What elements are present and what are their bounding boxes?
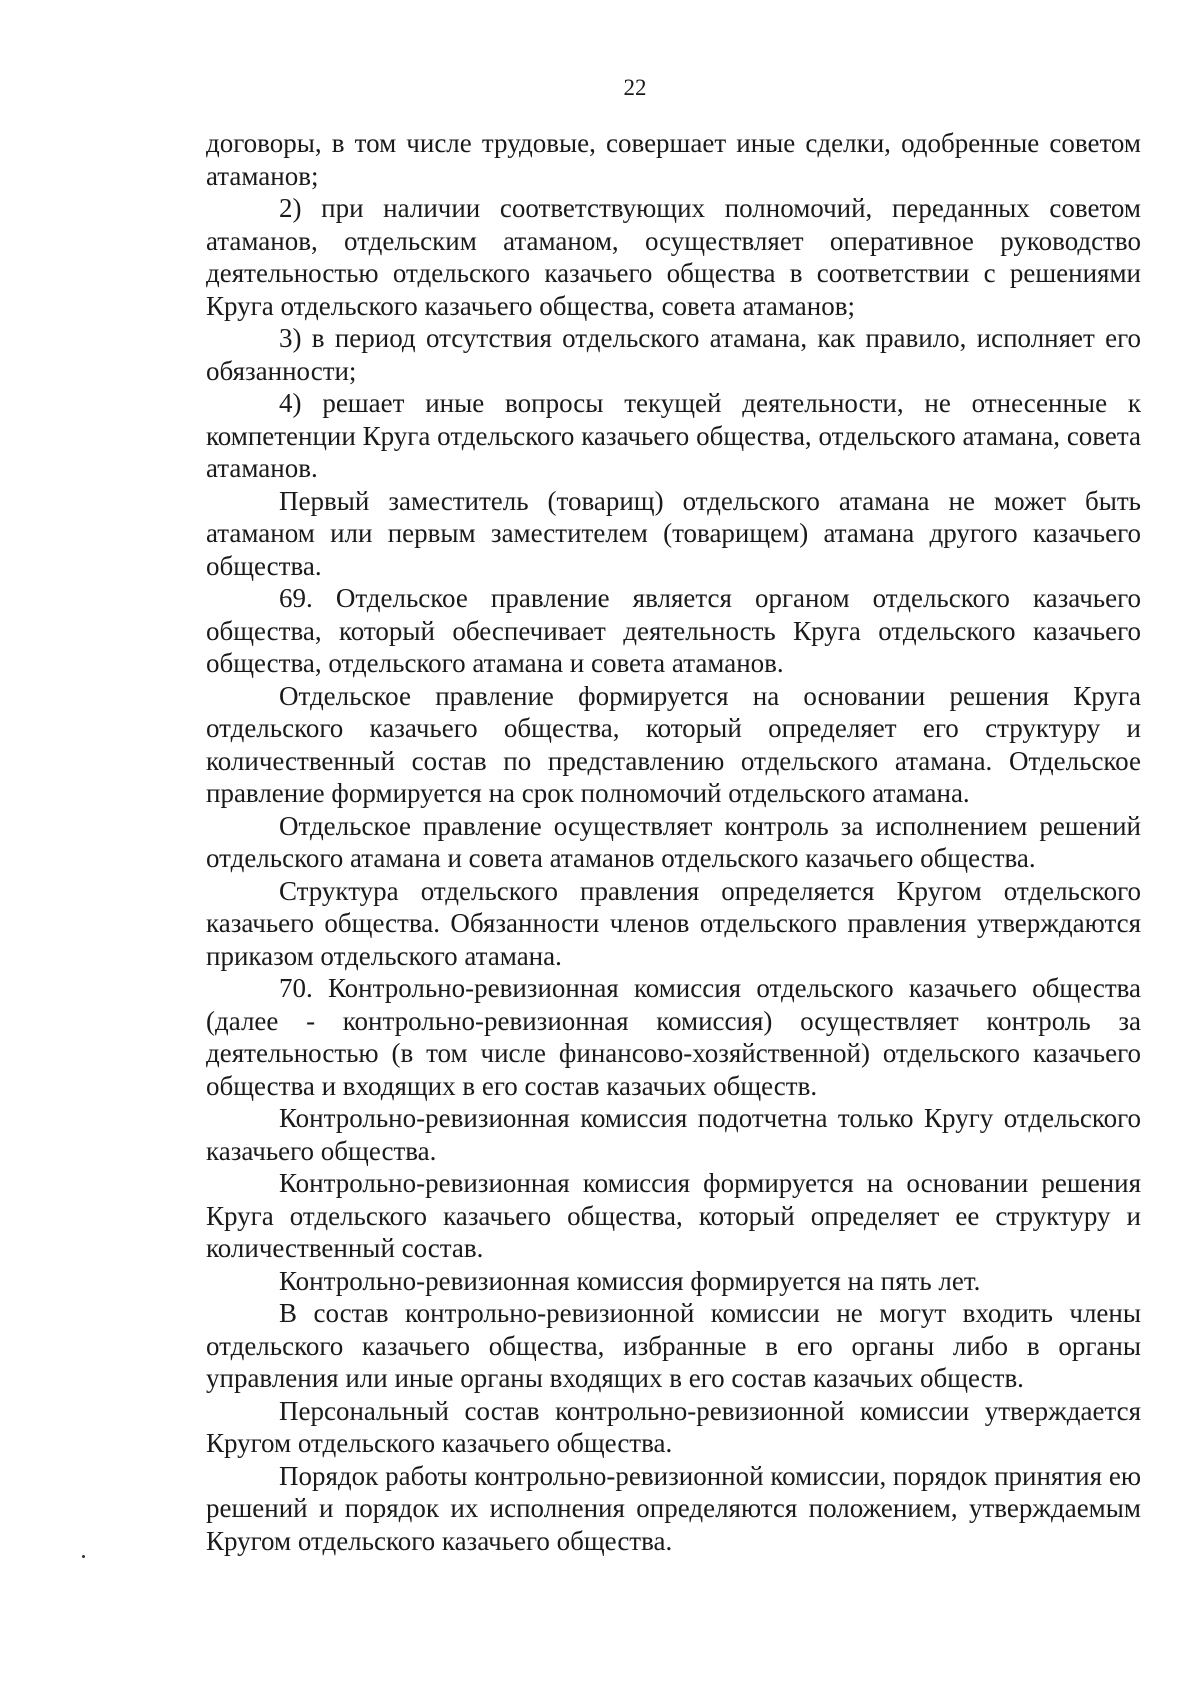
list-item-2: 2) при наличии соответствующих полномочий, переданных советом атаманов, отдельским атаманом, осуществляет оперативное руководство деятельностью отдельского казачьего общества в соответствии с решениями Круга отдельского казачьего общества, совета атаманов; <box>206 193 1141 321</box>
paragraph-commission-procedure: Порядок работы контрольно-ревизионной комиссии, порядок принятия ею решений и порядок их исполнения определяются положением, утверждаемым Кругом отдельского казачьего общества. <box>206 1460 1141 1556</box>
clause-70: 70. Контрольно-ревизионная комиссия отдельского казачьего общества (далее - контрольно-ревизионная комиссия) осуществляет контроль за деятельностью (в том числе финансово-хозяйственной) отдельского казачьего общества и входящих в его состав казачьих обществ. <box>206 973 1141 1101</box>
paragraph-commission-accountable: Контрольно-ревизионная комиссия подотчетна только Кругу отдельского казачьего общества. <box>206 1103 1141 1166</box>
paragraph-commission-approval: Персональный состав контрольно-ревизионной комиссии утверждается Кругом отдельского казачьего общества. <box>206 1395 1141 1458</box>
paragraph-board-structure: Структура отдельского правления определяется Кругом отдельского казачьего общества. Обязанности членов отдельского правления утверждаются приказом отдельского атамана. <box>206 875 1141 971</box>
paragraph-commission-term: Контрольно-ревизионная комиссия формируется на пять лет. <box>279 1265 981 1296</box>
paragraph-board-control: Отдельское правление осуществляет контроль за исполнением решений отдельского атамана и совета атаманов отдельского казачьего общества. <box>206 810 1141 873</box>
paragraph-commission-eligibility: В состав контрольно-ревизионной комиссии не могут входить члены отдельского казачьего общества, избранные в его органы либо в органы управления или иные органы входящих в его состав казачьих обществ. <box>206 1298 1141 1393</box>
scan-dot-mark <box>82 1555 85 1558</box>
paragraph-continuation: договоры, в том числе трудовые, совершает иные сделки, одобренные советом атаманов; <box>206 128 1141 191</box>
paragraph-first-deputy: Первый заместитель (товарищ) отдельского атамана не может быть атаманом или первым заместителем (товарищем) атамана другого казачьего общества. <box>206 485 1141 581</box>
list-item-4: 4) решает иные вопросы текущей деятельности, не отнесенные к компетенции Круга отдельского казачьего общества, отдельского атамана, совета атаманов. <box>206 388 1141 483</box>
document-body <box>206 127 1141 1557</box>
page-number: 22 <box>623 75 647 100</box>
paragraph-commission-formation: Контрольно-ревизионная комиссия формируется на основании решения Круга отдельского казачьего общества, который определяет ее структуру и количественный состав. <box>206 1168 1141 1263</box>
clause-69: 69. Отдельское правление является органом отдельского казачьего общества, который обеспечивает деятельность Круга отдельского казачьего общества, отдельского атамана и совета атаманов. <box>206 583 1141 678</box>
list-item-3: 3) в период отсутствия отдельского атамана, как правило, исполняет его обязанности; <box>206 323 1141 386</box>
paragraph-board-formation: Отдельское правление формируется на основании решения Круга отдельского казачьего общества, который определяет его структуру и количественный состав по представлению отдельского атамана. Отдельское правление формируется на срок полномочий отдельского атамана. <box>206 680 1141 808</box>
